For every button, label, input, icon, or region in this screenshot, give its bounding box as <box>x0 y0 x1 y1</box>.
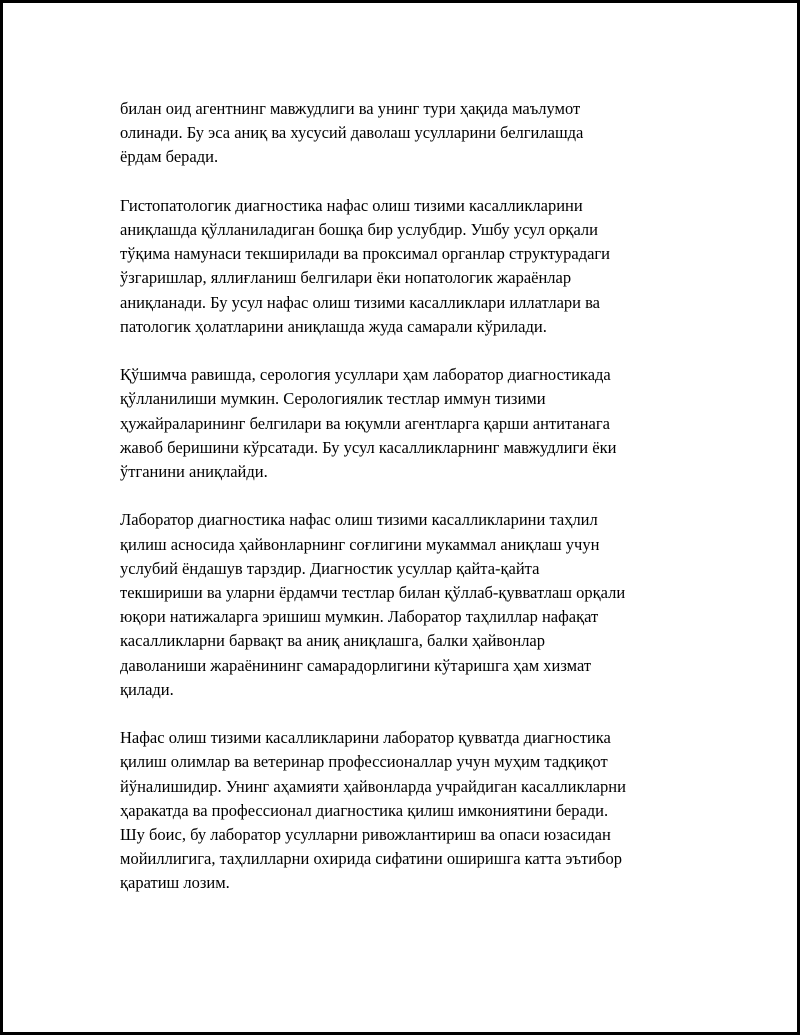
text-line: текшириши ва уларни ёрдамчи тестлар билан қўллаб-қувватлаш орқали <box>120 583 626 603</box>
text-line: қўлланилиши мумкин. Серологиялик тестлар иммун тизими <box>120 389 546 409</box>
text-line: олинади. Бу эса аниқ ва хусусий даволаш усулларини белгилашда <box>120 123 584 143</box>
text-line: юқори натижаларга эришиш мумкин. Лаборатор таҳлиллар нафақат <box>120 607 599 627</box>
paragraph-5 <box>120 726 700 895</box>
text-line: жавоб беришини кўрсатади. Бу усул касалликларнинг мавжудлиги ёки <box>120 437 617 457</box>
text-line: Нафас олиш тизими касалликларини лаборатор қувватда диагностика <box>120 728 611 748</box>
text-line: аниқлашда қўлланиладиган бошқа бир услубдир. Ушбу усул орқали <box>120 220 598 239</box>
text-line: патологик ҳолатларини аниқлашда жуда самарали кўрилади. <box>120 316 547 336</box>
text-line: ҳужайраларининг белгилари ва юқумли агентларга қарши антитанага <box>120 413 610 433</box>
text-line: ҳаракатда ва профессионал диагностика қилиш имкониятини беради. <box>120 800 609 820</box>
text-line: касалликларни барвақт ва аниқ аниқлашга, балки ҳайвонлар <box>120 631 545 651</box>
text-line: Лаборатор диагностика нафас олиш тизими касалликларини таҳлил <box>120 510 598 530</box>
document-body <box>120 97 700 920</box>
text-line: даволаниши жараёнининг самарадорлигини кўтаришга ҳам хизмат <box>120 655 592 675</box>
text-line: қаратиш лозим. <box>120 873 230 893</box>
paragraph-1 <box>120 97 700 170</box>
text-line: Қўшимча равишда, серология усуллари ҳам лаборатор диагностикада <box>120 365 611 385</box>
text-line: тўқима намунаси текширилади ва проксимал органлар структурадаги <box>120 244 611 264</box>
text-line: мойиллигига, таҳлилларни охирида сифатини оширишга катта эътибор <box>120 849 622 869</box>
paragraph-3 <box>120 363 700 484</box>
text-line: ўзгаришлар, яллиғланиш белгилари ёки нопатологик жараёнлар <box>120 268 572 288</box>
text-line: қилиш олимлар ва ветеринар профессионаллар учун муҳим тадқиқот <box>120 752 608 772</box>
paragraph-2 <box>120 194 700 339</box>
text-line: услубий ёндашув тарздир. Диагностик усуллар қайта-қайта <box>120 558 540 578</box>
text-line: Гистопатологик диагностика нафас олиш тизими касалликларини <box>120 195 583 215</box>
text-line: билан оид агентнинг мавжудлиги ва унинг тури ҳақида маълумот <box>120 99 581 118</box>
paragraph-4 <box>120 508 700 702</box>
text-line: ёрдам беради. <box>120 147 219 167</box>
text-line: аниқланади. Бу усул нафас олиш тизими касалликлари иллатлари ва <box>120 292 601 312</box>
text-line: қилади. <box>120 679 174 699</box>
text-line: қилиш асносида ҳайвонларнинг соғлигини мукаммал аниқлаш учун <box>120 534 600 554</box>
text-line: йўналишидир. Унинг аҳамияти ҳайвонларда учрайдиган касалликларни <box>120 776 626 796</box>
text-line: ўтганини аниқлайди. <box>120 462 268 482</box>
text-line: Шу боис, бу лаборатор усулларни ривожлантириш ва опаси юзасидан <box>120 825 611 845</box>
